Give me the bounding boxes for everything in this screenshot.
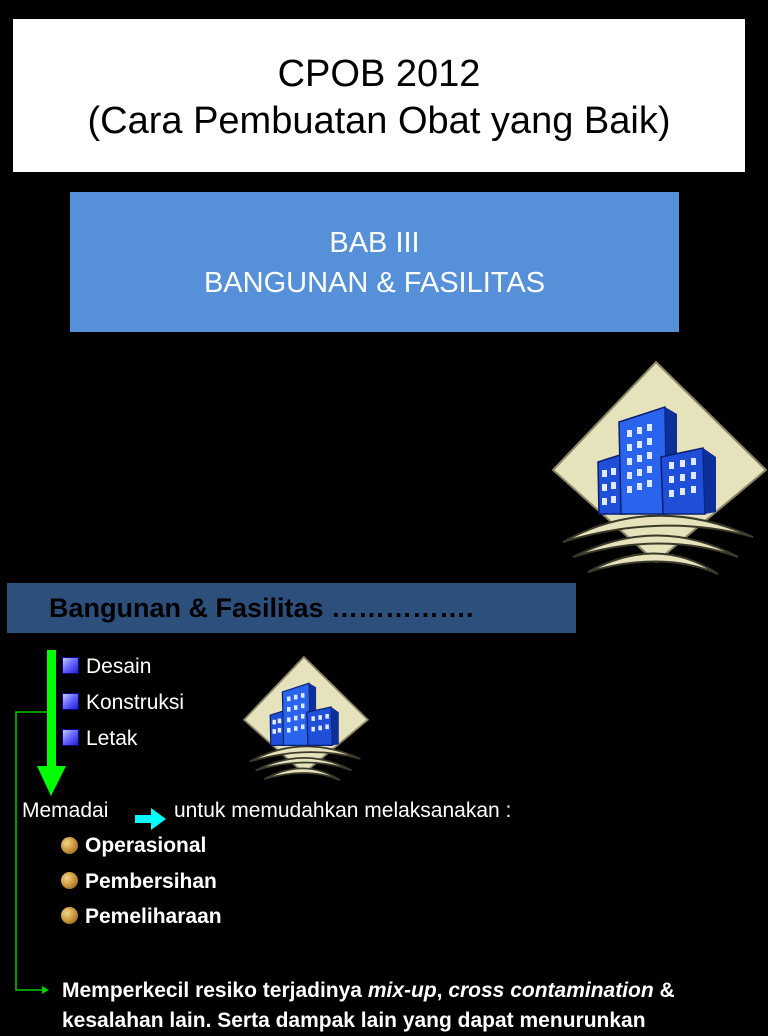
chapter-box (70, 192, 679, 332)
list-item-konstruksi: Konstruksi (86, 691, 185, 714)
ball-bullet-icon (61, 907, 78, 924)
risk-line2: kesalahan lain. Serta dampak lain yang dapat menurunkan (62, 1009, 646, 1032)
section-heading: Bangunan & Fasilitas ……………. (49, 593, 474, 623)
title-box (13, 19, 745, 172)
risk-part2: & (653, 979, 675, 1002)
section-heading-bar (7, 583, 576, 633)
square-bullet-icon (62, 729, 79, 746)
task-pemeliharaan: Pemeliharaan (85, 905, 222, 928)
adequate-purpose: untuk memudahkan melaksanakan : (174, 799, 512, 822)
task-operasional: Operasional (85, 834, 207, 857)
buildings-icon (553, 362, 768, 577)
risk-mixup: mix-up (367, 979, 437, 1002)
risk-cross: cross contamination (448, 979, 654, 1002)
adequate-label: Memadai (22, 799, 109, 822)
title-subtitle: (Cara Pembuatan Obat yang Baik) (87, 100, 671, 142)
list-item-desain: Desain (86, 655, 152, 678)
chapter-title: BANGUNAN & FASILITAS (203, 267, 546, 299)
task-pembersihan: Pembersihan (85, 870, 217, 893)
connector-arrow-icon (12, 710, 52, 1000)
list-item-letak: Letak (86, 727, 138, 750)
title-main: CPOB 2012 (277, 53, 481, 95)
ball-bullet-icon (61, 837, 78, 854)
square-bullet-icon (62, 657, 79, 674)
cyan-right-arrow-icon (135, 808, 167, 830)
risk-part1: Memperkecil resiko terjadinya (62, 979, 368, 1002)
risk-sep: , (436, 979, 449, 1002)
buildings-icon-small (244, 657, 369, 782)
chapter-number: BAB III (329, 227, 420, 259)
risk-statement (62, 976, 762, 1036)
ball-bullet-icon (61, 872, 78, 889)
square-bullet-icon (62, 693, 79, 710)
